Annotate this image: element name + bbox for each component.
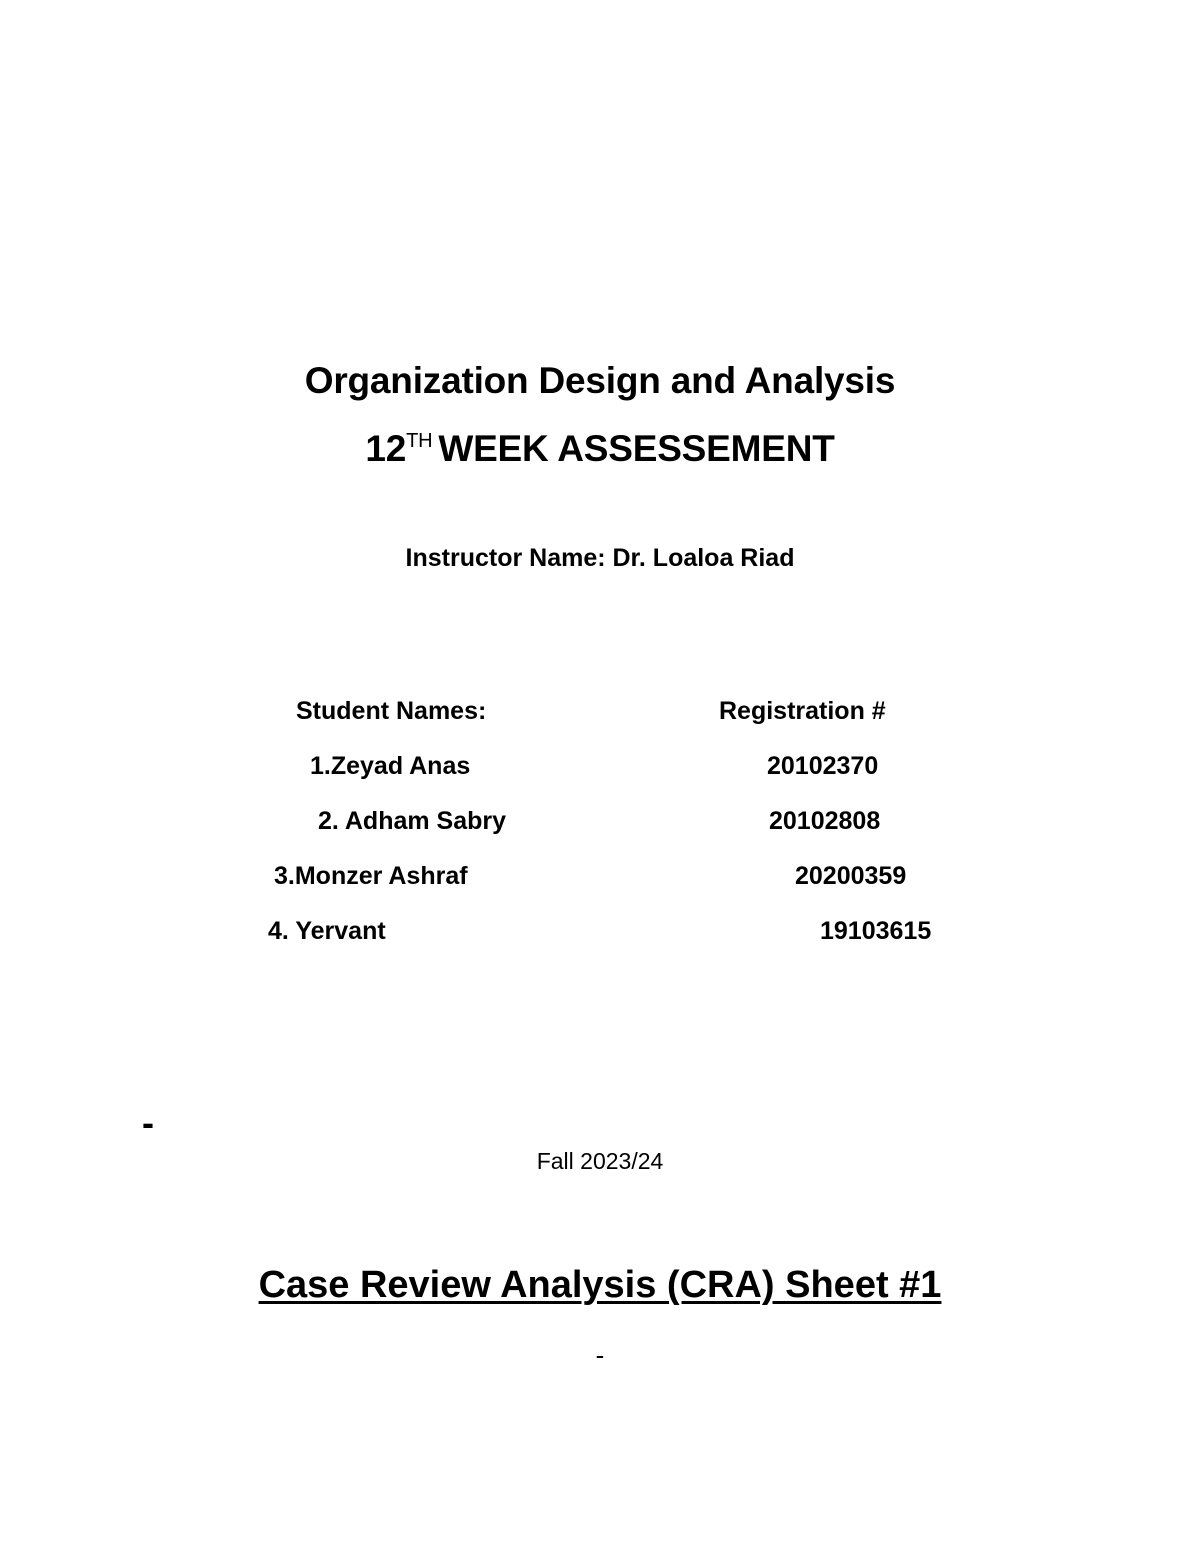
instructor-name: Instructor Name: Dr. Loaloa Riad [405, 544, 795, 572]
student-name-3: 3.Monzer Ashraf [274, 862, 468, 890]
students-header: Student Names: [296, 697, 487, 725]
student-registration-1: 20102370 [767, 752, 879, 780]
registration-header: Registration # [719, 697, 886, 725]
student-name-1: 1.Zeyad Anas [310, 752, 471, 780]
student-registration-3: 20200359 [795, 862, 907, 890]
student-name-4: 4. Yervant [268, 917, 386, 945]
course-title: Organization Design and Analysis [304, 360, 896, 401]
term-label: Fall 2023/24 [536, 1148, 664, 1174]
assessment-rest: WEEK ASSESSEMENT [438, 428, 835, 469]
student-name-2: 2. Adham Sabry [318, 807, 507, 835]
student-registration-4: 19103615 [820, 917, 932, 945]
assessment-suffix: TH [406, 430, 433, 452]
assessment-number: 12 [365, 428, 407, 469]
left-dash: - [142, 1102, 154, 1143]
cra-title: Case Review Analysis (CRA) Sheet #1 [258, 1264, 942, 1306]
assessment-title [0, 428, 1200, 470]
bottom-dash: - [595, 1340, 605, 1370]
student-registration-2: 20102808 [769, 807, 881, 835]
